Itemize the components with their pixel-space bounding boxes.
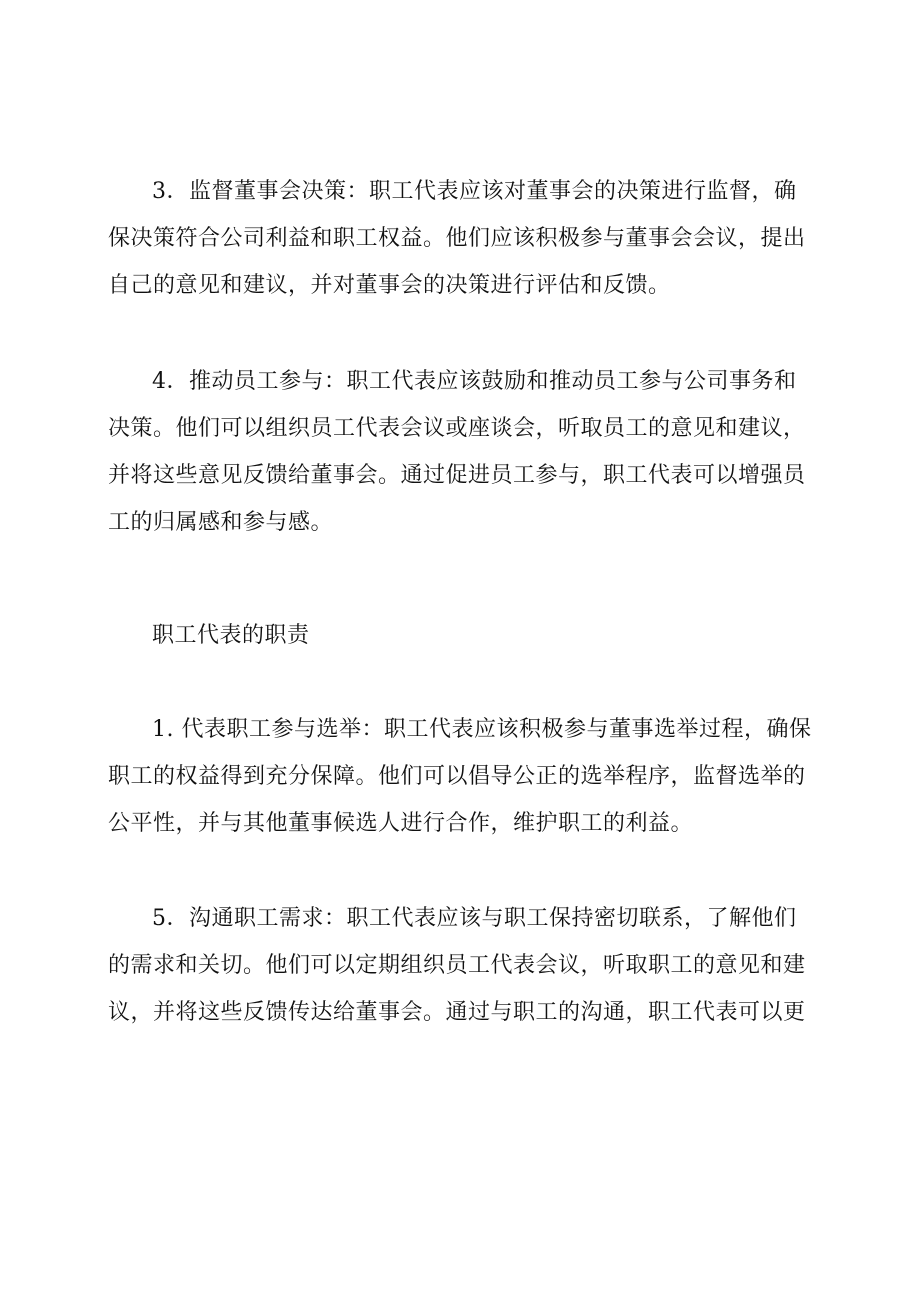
paragraph-line: 公平性，并与其他董事候选人进行合作，维护职工的利益。 <box>108 811 694 836</box>
paragraph-line: 决策。他们可以组织员工代表会议或座谈会，听取员工的意见和建议， <box>108 416 806 441</box>
paragraph-communicate-employee-needs <box>108 895 828 1036</box>
paragraph-line: 保决策符合公司利益和职工权益。他们应该积极参与董事会会议，提出 <box>108 226 806 251</box>
paragraph-line: 的需求和关切。他们可以定期组织员工代表会议，听取职工的意见和建 <box>108 953 806 978</box>
paragraph-line: 自己的意见和建议，并对董事会的决策进行评估和反馈。 <box>108 273 671 298</box>
paragraph-line: 议，并将这些反馈传达给董事会。通过与职工的沟通，职工代表可以更 <box>108 1000 806 1025</box>
paragraph-line: 并将这些意见反馈给董事会。通过促进员工参与，职工代表可以增强员 <box>108 463 806 488</box>
paragraph-line: 工的归属感和参与感。 <box>108 510 334 535</box>
section-heading: 职工代表的职责 <box>152 623 310 648</box>
paragraph-supervise-board-decisions <box>108 168 828 309</box>
paragraph-line: 1. 代表职工参与选举：职工代表应该积极参与董事选举过程，确保 <box>152 717 812 742</box>
paragraph-line: 3．监督董事会决策：职工代表应该对董事会的决策进行监督，确 <box>152 179 797 204</box>
paragraph-participate-in-elections <box>108 706 828 847</box>
paragraph-line: 职工的权益得到充分保障。他们可以倡导公正的选举程序，监督选举的 <box>108 764 806 789</box>
paragraph-line: 4．推动员工参与：职工代表应该鼓励和推动员工参与公司事务和 <box>152 369 797 394</box>
paragraph-promote-employee-participation <box>108 358 828 546</box>
paragraph-line: 5．沟通职工需求：职工代表应该与职工保持密切联系，了解他们 <box>152 906 797 931</box>
